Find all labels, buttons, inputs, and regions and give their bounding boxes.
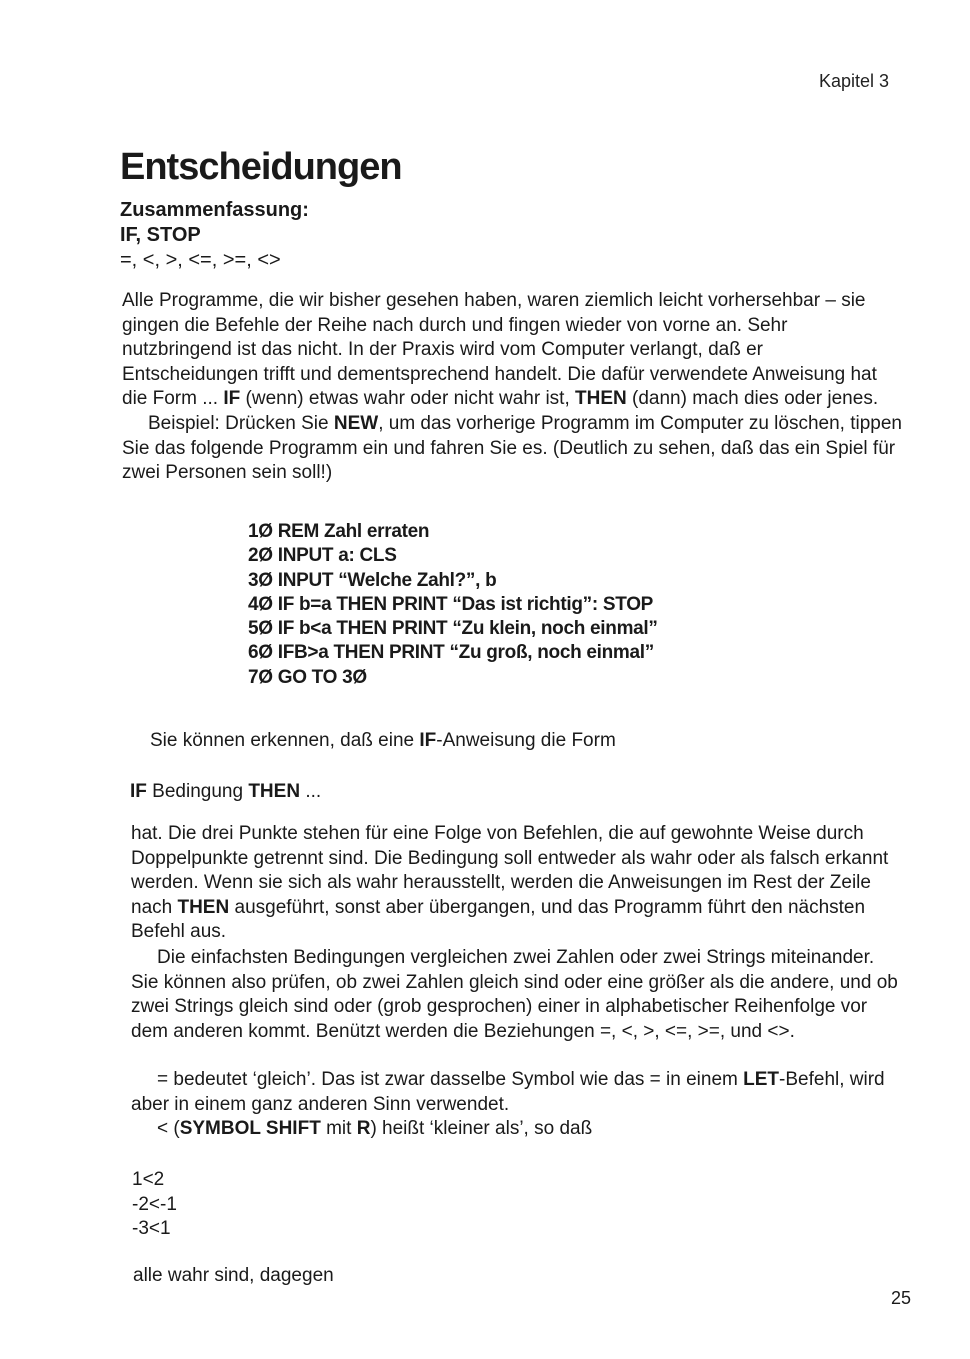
keyword-r: R [356,1118,371,1139]
explanation-paragraph [131,822,905,945]
keyword-let: LET [743,1069,780,1090]
text-span: < ( [157,1118,180,1139]
summary-keywords: IF, STOP [120,224,201,246]
text-span: , um das vorherige Programm im Computer zu löschen, tippen Sie das folgende Programm ein und fahren Sie es. (Deutlich zu sehen, daß das ein Spiel für zwei Personen sein soll!) [122,413,902,483]
keyword-symbol-shift: SYMBOL SHIFT [179,1118,321,1139]
keyword-then: THEN [248,781,301,802]
program-line: 3Ø INPUT “Welche Zahl?”, b [248,569,497,591]
program-line: 4Ø IF b=a THEN PRINT “Das ist richtig”: STOP [248,593,654,615]
keyword-if: IF [419,730,437,751]
summary-heading: Zusammenfassung: [120,199,309,221]
program-line: 5Ø IF b<a THEN PRINT “Zu klein, noch einmal” [248,618,658,640]
comparison-paragraph: Die einfachsten Bedingungen vergleichen zwei Zahlen oder zwei Strings miteinander. Sie können also prüfen, ob zwei Zahlen gleich sind oder eine größer als die andere, und ob zwei Strings gleich sind oder (grob gesprochen) einer in alphabetischer Reihenfolge vor dem anderen kommt. Benützt werden die Beziehungen =, <, >, <=, >=, und <>. [131,947,898,1042]
program-line: 2Ø INPUT a: CLS [248,545,397,567]
equals-paragraph [131,1068,905,1117]
text-span: ... [300,781,322,802]
text-span: Beispiel: Drücken Sie [148,413,334,434]
text-span: hat. Die drei Punkte stehen für eine Folge von Befehlen, die auf gewohnte Weise durch Doppelpunkte getrennt sind. Die Bedingung soll entweder als wahr oder als falsch erkannt werden. Wenn sie sich als wahr herausstellt, werden die Anweisungen im Rest der Zeile nach [131,823,889,918]
keyword-if: IF [223,388,241,409]
if-syntax-line [130,781,321,803]
page-title: Entscheidungen [120,146,402,188]
text-span: (wenn) etwas wahr oder nicht wahr ist, [240,388,575,409]
text-span: = bedeutet ‘gleich’. Das ist zwar dasselbe Symbol wie das = in einem [157,1069,744,1090]
text-span: mit [320,1118,357,1139]
text-span: (dann) mach dies oder jenes. [626,388,879,409]
intro-paragraph [122,289,902,412]
page-number: 25 [890,1288,911,1308]
keyword-if: IF [130,781,147,802]
keyword-then: THEN [575,388,627,409]
keyword-new: NEW [333,413,379,434]
text-span: Bedingung [146,781,249,802]
program-line: 1Ø REM Zahl erraten [248,521,430,542]
math-example: -3<1 [132,1218,171,1239]
keyword-then: THEN [177,896,230,918]
summary-block [120,198,309,273]
closing-line: alle wahr sind, dagegen [133,1265,334,1286]
text-span: Alle Programme, die wir bisher gesehen haben, waren ziemlich leicht vorhersehbar – sie gingen die Befehle der Reihe nach durch und fingen wieder von vorne an. Sehr nutzbringend ist das nicht. In der Praxis wird vom Computer verlangt, daß er Entscheidungen trifft und dementsprechend handelt. Die dafür verwendete Anweisung hat die Form ... [122,290,877,409]
text-span: Sie können erkennen, daß eine [150,730,420,751]
text-span: -Anweisung die Form [436,730,616,751]
program-line: 6Ø IFB>a THEN PRINT “Zu groß, noch einmal” [248,642,654,664]
summary-operators: =, <, >, <=, >=, <> [120,249,281,271]
text-span: ausgeführt, sonst aber übergangen, und das Programm führt den nächsten Befehl aus. [131,896,866,942]
less-than-paragraph [131,1117,905,1142]
text-span: -Befehl, wird aber in einem ganz anderen Sinn verwendet. [131,1069,885,1115]
chapter-header: Kapitel 3 [818,71,889,91]
program-line: 7Ø GO TO 3Ø [248,666,367,688]
math-examples [132,1168,177,1242]
example-paragraph [122,412,902,486]
text-span: ) heißt ‘kleiner als’, so daß [370,1118,593,1139]
math-example: 1<2 [132,1169,165,1190]
math-example: -2<-1 [132,1193,177,1215]
if-form-line [150,730,616,752]
program-listing [248,520,658,690]
